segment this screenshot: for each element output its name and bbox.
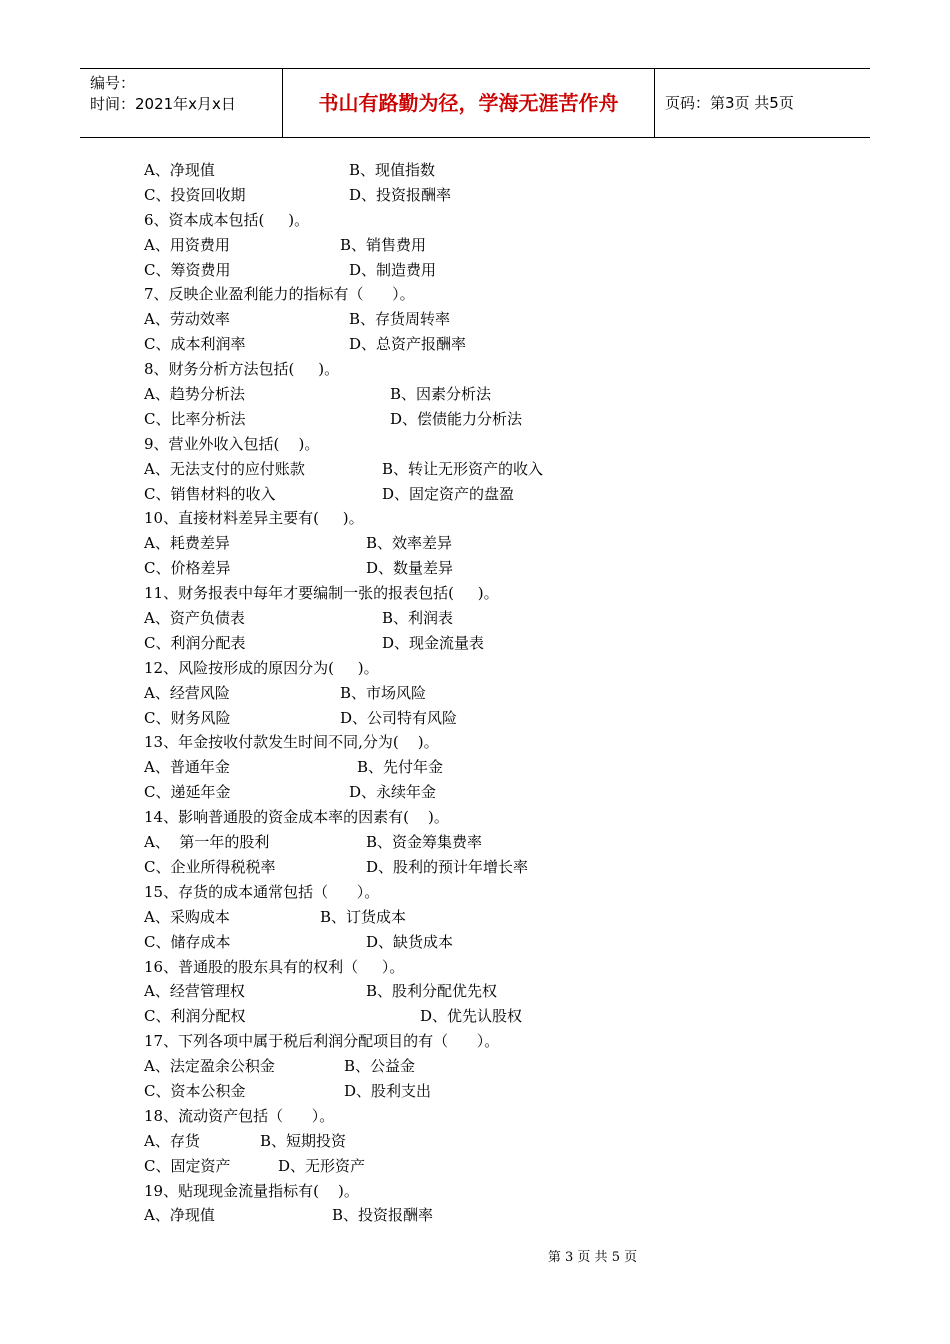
line-text-secondary: D、股利的预计年增长率 bbox=[366, 857, 529, 876]
line-text-secondary: B、效率差异 bbox=[366, 534, 453, 553]
line-text-primary: 8、财务分析方法包括( )。 bbox=[144, 360, 340, 379]
line-text-primary: A、资产负债表 bbox=[144, 609, 245, 628]
header-motto: 书山有路勤为径，学海无涯苦作舟 bbox=[282, 69, 655, 137]
line-text-secondary: B、转让无形资产的收入 bbox=[382, 459, 544, 478]
question-line bbox=[144, 258, 844, 283]
question-line bbox=[144, 457, 844, 482]
line-text-primary: A、净现值 bbox=[144, 161, 215, 179]
line-text-primary: C、利润分配权 bbox=[144, 1007, 246, 1026]
question-line bbox=[144, 482, 844, 507]
question-line bbox=[144, 880, 844, 905]
question-line bbox=[144, 531, 844, 556]
line-text-primary: C、价格差异 bbox=[144, 559, 231, 578]
line-text-secondary: B、市场风险 bbox=[340, 683, 427, 702]
line-text-secondary: D、缺货成本 bbox=[366, 932, 454, 951]
line-text-secondary: B、公益金 bbox=[344, 1057, 416, 1076]
question-line bbox=[144, 1104, 844, 1129]
line-text-primary: A、普通年金 bbox=[144, 758, 230, 777]
question-line bbox=[144, 979, 844, 1004]
question-line bbox=[144, 208, 844, 233]
line-text-primary: C、销售材料的收入 bbox=[144, 484, 276, 503]
question-line bbox=[144, 183, 844, 208]
question-line bbox=[144, 233, 844, 258]
line-text-primary: A、耗费差异 bbox=[144, 534, 230, 553]
line-text-primary: 18、流动资产包括（ ）。 bbox=[144, 1106, 335, 1125]
line-text-secondary: D、无形资产 bbox=[278, 1156, 366, 1175]
question-line bbox=[144, 830, 844, 855]
question-line bbox=[144, 506, 844, 531]
header-left-cell bbox=[80, 69, 282, 137]
line-text-secondary: D、现金流量表 bbox=[382, 633, 485, 652]
question-line bbox=[144, 357, 844, 382]
line-text-primary: A、净现值 bbox=[144, 1206, 215, 1225]
line-text-primary: A、法定盈余公积金 bbox=[144, 1057, 275, 1076]
line-text-secondary: B、资金筹集费率 bbox=[366, 833, 483, 852]
line-text-primary: 13、年金按收付款发生时间不同,分为( )。 bbox=[144, 733, 439, 752]
line-text-primary: C、企业所得税税率 bbox=[144, 857, 276, 876]
line-text-primary: C、递延年金 bbox=[144, 783, 231, 802]
question-line bbox=[144, 158, 844, 183]
line-text-secondary: D、总资产报酬率 bbox=[349, 335, 467, 354]
question-line bbox=[144, 855, 844, 880]
document-number-label: 编号： bbox=[90, 74, 136, 92]
question-line bbox=[144, 631, 844, 656]
line-text-primary: 19、贴现现金流量指标有( )。 bbox=[144, 1181, 359, 1200]
line-text-primary: C、筹资费用 bbox=[144, 260, 231, 279]
line-text-primary: C、储存成本 bbox=[144, 932, 231, 951]
line-text-primary: C、财务风险 bbox=[144, 708, 231, 727]
line-text-secondary: D、偿债能力分析法 bbox=[390, 409, 523, 428]
line-text-secondary: D、数量差异 bbox=[366, 559, 454, 578]
line-text-secondary: B、现值指数 bbox=[349, 161, 436, 179]
line-text-primary: A、用资费用 bbox=[144, 235, 230, 254]
line-text-primary: A、采购成本 bbox=[144, 907, 230, 926]
question-line bbox=[144, 955, 844, 980]
question-line bbox=[144, 930, 844, 955]
question-line bbox=[144, 556, 844, 581]
line-text-secondary: D、公司特有风险 bbox=[340, 708, 458, 727]
line-text-primary: C、资本公积金 bbox=[144, 1081, 246, 1100]
line-text-secondary: D、投资报酬率 bbox=[349, 185, 452, 204]
line-text-secondary: B、利润表 bbox=[382, 609, 454, 628]
line-text-primary: A、经营风险 bbox=[144, 683, 230, 702]
question-line bbox=[144, 1203, 844, 1228]
line-text-primary: 6、资本成本包括( )。 bbox=[144, 210, 310, 229]
line-text-secondary: B、投资报酬率 bbox=[332, 1206, 434, 1225]
question-line bbox=[144, 706, 844, 731]
question-line bbox=[144, 905, 844, 930]
line-text-primary: 12、风险按形成的原因分为( )。 bbox=[144, 658, 379, 677]
line-text-secondary: D、制造费用 bbox=[349, 260, 437, 279]
page-footer: 第 3 页 共 5 页 bbox=[547, 1250, 638, 1265]
question-list bbox=[144, 158, 844, 1228]
question-line bbox=[144, 307, 844, 332]
question-line bbox=[144, 681, 844, 706]
question-line bbox=[144, 1154, 844, 1179]
line-text-primary: 16、普通股的股东具有的权利（ ）。 bbox=[144, 957, 405, 976]
line-text-primary: C、比率分析法 bbox=[144, 409, 246, 428]
line-text-secondary: B、股利分配优先权 bbox=[366, 982, 498, 1001]
line-text-secondary: D、优先认股权 bbox=[420, 1007, 523, 1026]
question-line bbox=[144, 1129, 844, 1154]
line-text-primary: A、趋势分析法 bbox=[144, 385, 245, 404]
question-line bbox=[144, 730, 844, 755]
line-text-secondary: B、存货周转率 bbox=[349, 310, 451, 329]
line-text-primary: A、存货 bbox=[144, 1131, 200, 1150]
document-date-label: 时间：2021年x月x日 bbox=[90, 95, 236, 113]
line-text-primary: 14、影响普通股的资金成本率的因素有( )。 bbox=[144, 808, 449, 827]
line-text-primary: A、经营管理权 bbox=[144, 982, 245, 1001]
question-line bbox=[144, 780, 844, 805]
question-line bbox=[144, 1004, 844, 1029]
question-line bbox=[144, 1054, 844, 1079]
line-text-primary: 11、财务报表中每年才要编制一张的报表包括( )。 bbox=[144, 584, 499, 603]
question-line bbox=[144, 282, 844, 307]
line-text-primary: 7、反映企业盈利能力的指标有（ ）。 bbox=[144, 285, 415, 304]
question-line bbox=[144, 382, 844, 407]
line-text-secondary: D、永续年金 bbox=[349, 783, 437, 802]
line-text-secondary: B、订货成本 bbox=[320, 907, 407, 926]
line-text-primary: A、 第一年的股利 bbox=[144, 833, 270, 852]
line-text-primary: C、投资回收期 bbox=[144, 185, 246, 204]
question-line bbox=[144, 581, 844, 606]
line-text-primary: 17、下列各项中属于税后利润分配项目的有（ ）。 bbox=[144, 1032, 500, 1051]
page-header bbox=[80, 68, 870, 138]
line-text-primary: 15、存货的成本通常包括（ ）。 bbox=[144, 882, 380, 901]
line-text-secondary: B、短期投资 bbox=[260, 1131, 347, 1150]
line-text-primary: A、劳动效率 bbox=[144, 310, 230, 329]
line-text-primary: 10、直接材料差异主要有( )。 bbox=[144, 509, 364, 528]
question-line bbox=[144, 755, 844, 780]
line-text-secondary: B、销售费用 bbox=[340, 235, 427, 254]
question-line bbox=[144, 1029, 844, 1054]
line-text-primary: C、固定资产 bbox=[144, 1156, 231, 1175]
line-text-primary: C、利润分配表 bbox=[144, 633, 246, 652]
line-text-primary: A、无法支付的应付账款 bbox=[144, 459, 305, 478]
line-text-primary: 9、营业外收入包括( )。 bbox=[144, 434, 320, 453]
line-text-primary: C、成本利润率 bbox=[144, 335, 246, 354]
question-line bbox=[144, 606, 844, 631]
question-line bbox=[144, 656, 844, 681]
header-page-label: 页码：第3页 共5页 bbox=[665, 94, 794, 112]
line-text-secondary: B、因素分析法 bbox=[390, 385, 492, 404]
question-line bbox=[144, 1079, 844, 1104]
question-line bbox=[144, 1179, 844, 1204]
question-line bbox=[144, 805, 844, 830]
line-text-secondary: D、股利支出 bbox=[344, 1081, 432, 1100]
question-line bbox=[144, 407, 844, 432]
line-text-secondary: D、固定资产的盘盈 bbox=[382, 484, 515, 503]
question-line bbox=[144, 332, 844, 357]
question-line bbox=[144, 432, 844, 457]
line-text-secondary: B、先付年金 bbox=[357, 758, 444, 777]
